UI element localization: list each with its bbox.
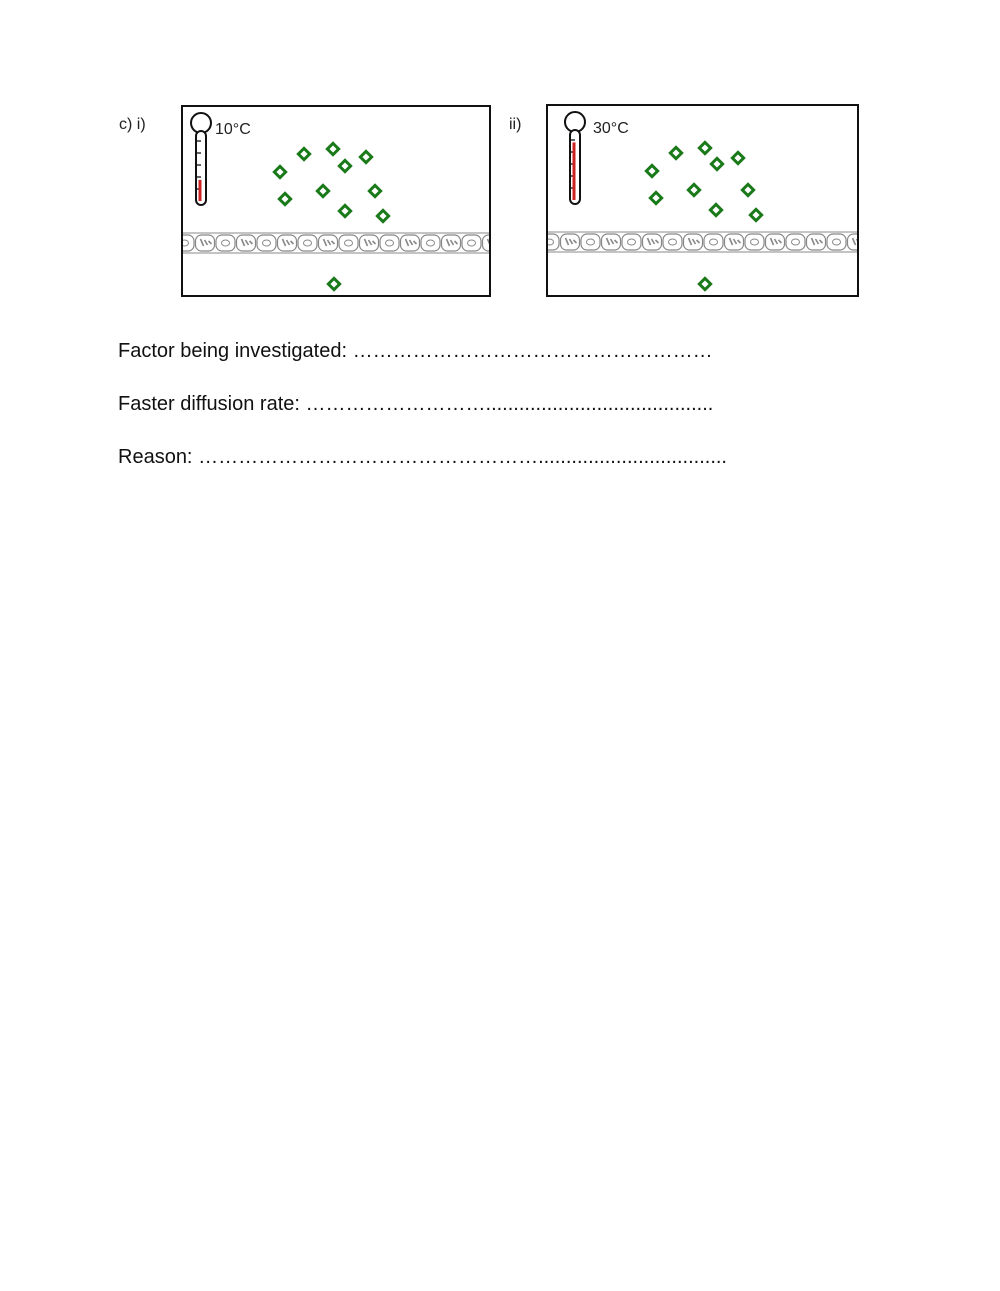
cell-icon — [602, 234, 621, 250]
part-label-ii: ii) — [509, 116, 522, 133]
cell-icon — [622, 234, 641, 250]
temperature-label: 10°C — [215, 121, 251, 138]
answer-line-reason[interactable] — [118, 446, 727, 469]
particle-icon — [328, 278, 339, 289]
thermometer-liquid — [199, 180, 202, 201]
cell-icon — [786, 234, 805, 250]
diagram-panel-10c — [181, 105, 491, 297]
cell-icon — [298, 235, 317, 251]
diagram-panel-30c — [546, 104, 859, 297]
particle-icon — [274, 166, 285, 177]
answer-line-label: Faster diffusion rate: — [118, 393, 300, 415]
particle-icon — [650, 192, 661, 203]
particle-icon — [339, 160, 350, 171]
particle-icon — [710, 204, 721, 215]
answer-line-dots: ……………………………………………… — [352, 340, 713, 362]
answer-line-faster-rate[interactable] — [118, 393, 713, 416]
cell-icon — [360, 235, 379, 251]
cell-membrane — [183, 233, 489, 253]
particle-icon — [699, 278, 710, 289]
cell-icon — [684, 234, 703, 250]
temperature-label: 30°C — [593, 120, 629, 137]
cell-icon — [704, 234, 723, 250]
particle-icon — [688, 184, 699, 195]
part-label-i: c) i) — [119, 116, 146, 133]
answer-line-factor[interactable] — [118, 340, 713, 363]
particle-icon — [369, 185, 380, 196]
cell-icon — [196, 235, 215, 251]
cell-icon — [581, 234, 600, 250]
particle-icon — [732, 152, 743, 163]
cell-icon — [643, 234, 662, 250]
cell-icon — [339, 235, 358, 251]
cell-icon — [827, 234, 846, 250]
cell-icon — [561, 234, 580, 250]
particle-icon — [742, 184, 753, 195]
cell-icon — [745, 234, 764, 250]
answer-line-dots: ………………………......................................... — [305, 393, 714, 415]
cell-icon — [237, 235, 256, 251]
answer-line-label: Reason: — [118, 446, 193, 468]
cell-icon — [216, 235, 235, 251]
particle-icon — [298, 148, 309, 159]
particle-icon — [699, 142, 710, 153]
particle-icon — [279, 193, 290, 204]
particle-icon — [750, 209, 761, 220]
cell-icon — [725, 234, 744, 250]
cell-icon — [319, 235, 338, 251]
cell-icon — [421, 235, 440, 251]
particle-icon — [327, 143, 338, 154]
particle-icon — [317, 185, 328, 196]
cell-icon — [257, 235, 276, 251]
cell-icon — [442, 235, 461, 251]
cell-icon — [401, 235, 420, 251]
particle-icon — [646, 165, 657, 176]
thermometer-icon — [565, 112, 585, 204]
thermometer-icon — [191, 113, 211, 205]
particle-icon — [670, 147, 681, 158]
cell-icon — [380, 235, 399, 251]
cell-icon — [278, 235, 297, 251]
cell-icon — [807, 234, 826, 250]
particles — [274, 143, 388, 289]
thermometer-liquid — [573, 142, 576, 200]
cell-icon — [766, 234, 785, 250]
particle-icon — [360, 151, 371, 162]
answer-line-dots: …………………………………………….................................. — [198, 446, 727, 468]
cell-icon — [848, 234, 858, 250]
cell-icon — [663, 234, 682, 250]
particle-icon — [711, 158, 722, 169]
answer-line-label: Factor being investigated: — [118, 340, 348, 362]
particles — [646, 142, 761, 289]
particle-icon — [377, 210, 388, 221]
particle-icon — [339, 205, 350, 216]
cell-membrane — [548, 232, 857, 252]
cell-icon — [483, 235, 490, 251]
cell-icon — [462, 235, 481, 251]
